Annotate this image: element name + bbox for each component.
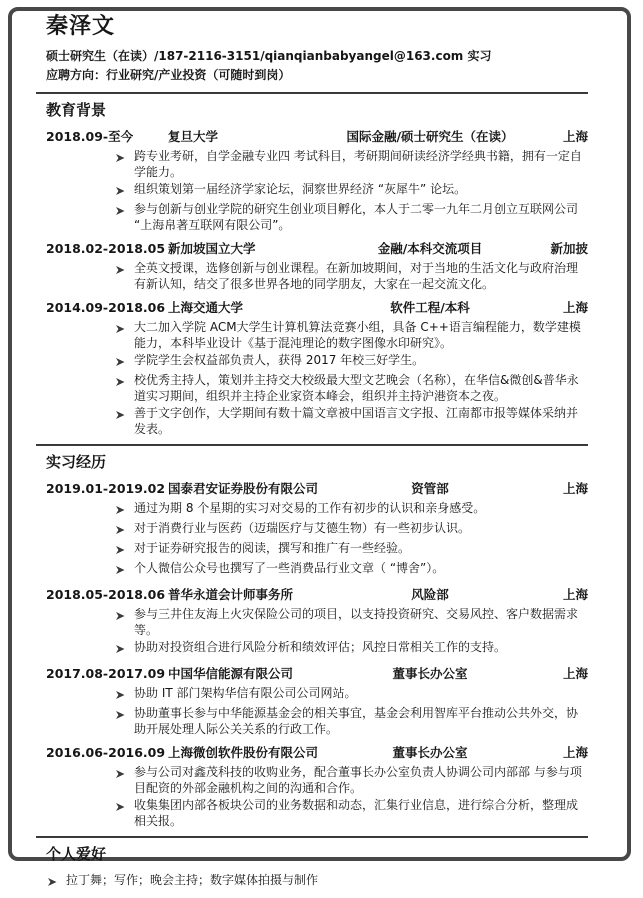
- entry-location: 上海: [562, 481, 588, 496]
- section-entries: [46, 128, 588, 437]
- section-entries: [46, 480, 588, 829]
- entry-header: [46, 665, 588, 683]
- entry-organization: 中国华信能源有限公司: [168, 666, 294, 681]
- bullet-list: [46, 685, 588, 737]
- bullet-arrowhead-right-icon: [116, 375, 125, 404]
- section-entries: [46, 872, 588, 891]
- resume-entry: [46, 240, 588, 292]
- bullet-text: 个人微信公众号也撰写了一些消费品行业文章（ “博舍”）。: [134, 561, 445, 575]
- resume-entry: [46, 299, 588, 437]
- entry-location: 上海: [562, 587, 588, 602]
- bullet-item: [116, 560, 588, 579]
- entry-header: [46, 744, 588, 762]
- entry-date: 2016.06-2016.09: [46, 745, 166, 760]
- entry-location: 新加披: [550, 241, 588, 256]
- entry-date: 2017.08-2017.09: [46, 666, 166, 681]
- entry-role: 资管部: [411, 481, 449, 496]
- entry-date: 2019.01-2019.02: [46, 481, 166, 496]
- entry-location: 上海: [562, 666, 588, 681]
- bullet-text: 大二加入学院 ACM大学生计算机算法竞赛小组，具备 C++语言编程能力，数学建模能力，本科毕业设计《基于混沌理论的数字图像水印研究》。: [134, 320, 581, 350]
- bullet-text: 收集集团内部各板块公司的业务数据和动态，汇集行业信息，进行综合分析，整理成相关报。: [134, 798, 579, 828]
- bullet-item: [116, 520, 588, 539]
- bullet-text: 跨专业考研，自学金融专业四 考试科目，考研期间研读经济学经典书籍，拥有一定自学能力。: [134, 149, 582, 179]
- bullet-text: 对于消费行业与医药（迈瑞医疗与艾德生物）有一些初步认识。: [134, 521, 471, 535]
- bullet-arrowhead-right-icon: [116, 609, 125, 638]
- resume-entry: [46, 586, 588, 658]
- bullet-list: [46, 260, 588, 292]
- bullet-text: 协助 IT 部门架构华信有限公司公司网站。: [134, 686, 357, 700]
- entry-header: [46, 128, 588, 146]
- bullet-text: 协助对投资组合进行风险分析和绩效评估；风控日常相关工作的支持。: [134, 640, 507, 654]
- bullet-arrowhead-right-icon: [116, 503, 125, 519]
- bullet-text: 参与三井住友海上火灾保险公司的项目，以支持投资研究、交易风控、客户数据需求等。: [134, 607, 579, 637]
- resume-section: [46, 836, 588, 891]
- entry-organization: 国泰君安证券股份有限公司: [168, 481, 319, 496]
- entry-organization: 普华永道会计师事务所: [168, 587, 294, 602]
- resume-entry: [46, 665, 588, 737]
- bullet-text: 通过为期 8 个星期的实习对交易的工作有初步的认识和亲身感受。: [134, 501, 486, 515]
- section-divider: [36, 836, 588, 838]
- bullet-text: 拉丁舞；写作；晚会主持；数字媒体拍摄与制作: [66, 873, 319, 887]
- bullet-item: [116, 685, 588, 704]
- bullet-text: 学院学生会权益部负责人，获得 2017 年校三好学生。: [134, 353, 425, 367]
- bullet-item: [116, 705, 588, 737]
- bullet-text: 参与公司对鑫茂科技的收购业务，配合董事长办公室负责人协调公司内部部 与参与项目配资的外部金融机构之间的沟通和合作。: [134, 765, 582, 795]
- resume-entry: [46, 872, 588, 891]
- bullet-item: [116, 260, 588, 292]
- resume-entry: [46, 128, 588, 233]
- section-divider: [36, 444, 588, 446]
- bullet-arrowhead-right-icon: [116, 708, 125, 737]
- entry-date: 2018.05-2018.06: [46, 587, 166, 602]
- bullet-arrowhead-right-icon: [116, 800, 125, 829]
- contact-line: 硕士研究生（在读）/187-2116-3151/qianqianbabyangel@163.com 实习: [46, 49, 492, 63]
- resume-entry: [46, 480, 588, 579]
- bullet-text: 对于证券研究报告的阅读，撰写和推广有一些经验。: [134, 541, 411, 555]
- entry-header: [46, 240, 588, 258]
- bullet-arrowhead-right-icon: [116, 543, 125, 559]
- objective-line: 应聘方向：行业研究/产业投资（可随时到岗）: [46, 68, 291, 82]
- bullet-text: 全英文授课，选修创新与创业课程。在新加坡期间，对于当地的生活文化与政府治理有新认知，结交了很多世界各地的同学朋友，大家在一起交流文化。: [134, 261, 579, 291]
- resume-content: [46, 14, 588, 898]
- bullet-arrowhead-right-icon: [48, 875, 57, 891]
- bullet-text: 参与创新与创业学院的研究生创业项目孵化，本人于二零一九年二月创立互联网公司 “上海帛著互联网有限公司”。: [134, 202, 579, 232]
- bullet-text: 组织策划第一届经济学家论坛，洞察世界经济 “灰犀牛” 论坛。: [134, 182, 467, 196]
- bullet-item: [116, 201, 588, 233]
- bullet-text: 校优秀主持人，策划并主持交大校级最大型文艺晚会（名称），在华信&微创&普华永道实习期间，组织并主持企业家资本峰会，组织并主持沪港资本之夜。: [134, 373, 579, 403]
- entry-date: 2014.09-2018.06: [46, 300, 166, 315]
- bullet-item: [116, 372, 588, 404]
- resume-entry: [46, 744, 588, 829]
- bullet-arrowhead-right-icon: [116, 563, 125, 579]
- bullet-arrowhead-right-icon: [116, 355, 125, 371]
- entry-role: 国际金融/硕士研究生（在读）: [346, 129, 514, 144]
- bullet-item: [116, 540, 588, 559]
- bullet-item: [116, 606, 588, 638]
- entry-role: 风险部: [411, 587, 449, 602]
- section-title: 个人爱好: [46, 845, 107, 863]
- bullet-list: [46, 606, 588, 658]
- bullet-item: [116, 405, 588, 437]
- bullet-item: [116, 797, 588, 829]
- resume-section: [46, 92, 588, 437]
- section-title: 教育背景: [46, 101, 107, 119]
- bullet-arrowhead-right-icon: [116, 408, 125, 437]
- bullet-arrowhead-right-icon: [116, 151, 125, 180]
- bullet-arrowhead-right-icon: [116, 642, 125, 658]
- bullet-list: [46, 764, 588, 829]
- candidate-name: 秦泽文: [46, 14, 116, 39]
- bullet-arrowhead-right-icon: [116, 523, 125, 539]
- bullet-arrowhead-right-icon: [116, 204, 125, 233]
- resume-section: [46, 444, 588, 829]
- bullet-item: [48, 872, 588, 891]
- bullet-text: 协助董事长参与中华能源基金会的相关事宜，基金会利用智库平台推动公共外交，协助开展处理人际公关关系的行政工作。: [134, 706, 579, 736]
- bullet-item: [116, 500, 588, 519]
- entry-role: 董事长办公室: [392, 745, 468, 760]
- bullet-arrowhead-right-icon: [116, 688, 125, 704]
- entry-location: 上海: [562, 300, 588, 315]
- bullet-list: [46, 148, 588, 233]
- bullet-item: [116, 352, 588, 371]
- entry-organization: 上海交通大学: [168, 300, 244, 315]
- entry-organization: 复旦大学: [168, 129, 219, 144]
- bullet-arrowhead-right-icon: [116, 263, 125, 292]
- entry-header: [46, 299, 588, 317]
- bullet-list: [46, 872, 588, 891]
- bullet-arrowhead-right-icon: [116, 767, 125, 796]
- bullet-item: [116, 148, 588, 180]
- entry-location: 上海: [562, 745, 588, 760]
- section-title: 实习经历: [46, 453, 107, 471]
- bullet-list: [46, 500, 588, 579]
- entry-location: 上海: [562, 129, 588, 144]
- entry-header: [46, 480, 588, 498]
- entry-role: 金融/本科交流项目: [377, 241, 483, 256]
- entry-organization: 新加坡国立大学: [168, 241, 256, 256]
- bullet-item: [116, 764, 588, 796]
- bullet-text: 善于文字创作，大学期间有数十篇文章被中国语言文字报、江南都市报等媒体采纳并发表。: [134, 406, 579, 436]
- entry-role: 软件工程/本科: [390, 300, 470, 315]
- bullet-arrowhead-right-icon: [116, 322, 125, 351]
- bullet-arrowhead-right-icon: [116, 184, 125, 200]
- bullet-item: [116, 319, 588, 351]
- entry-header: [46, 586, 588, 604]
- bullet-item: [116, 639, 588, 658]
- entry-organization: 上海微创软件股份有限公司: [168, 745, 319, 760]
- sections: [46, 92, 588, 891]
- entry-date: 2018.02-2018.05: [46, 241, 166, 256]
- bullet-item: [116, 181, 588, 200]
- section-divider: [36, 92, 588, 94]
- bullet-list: [46, 319, 588, 437]
- entry-date: 2018.09-至今: [46, 129, 134, 144]
- entry-role: 董事长办公室: [392, 666, 468, 681]
